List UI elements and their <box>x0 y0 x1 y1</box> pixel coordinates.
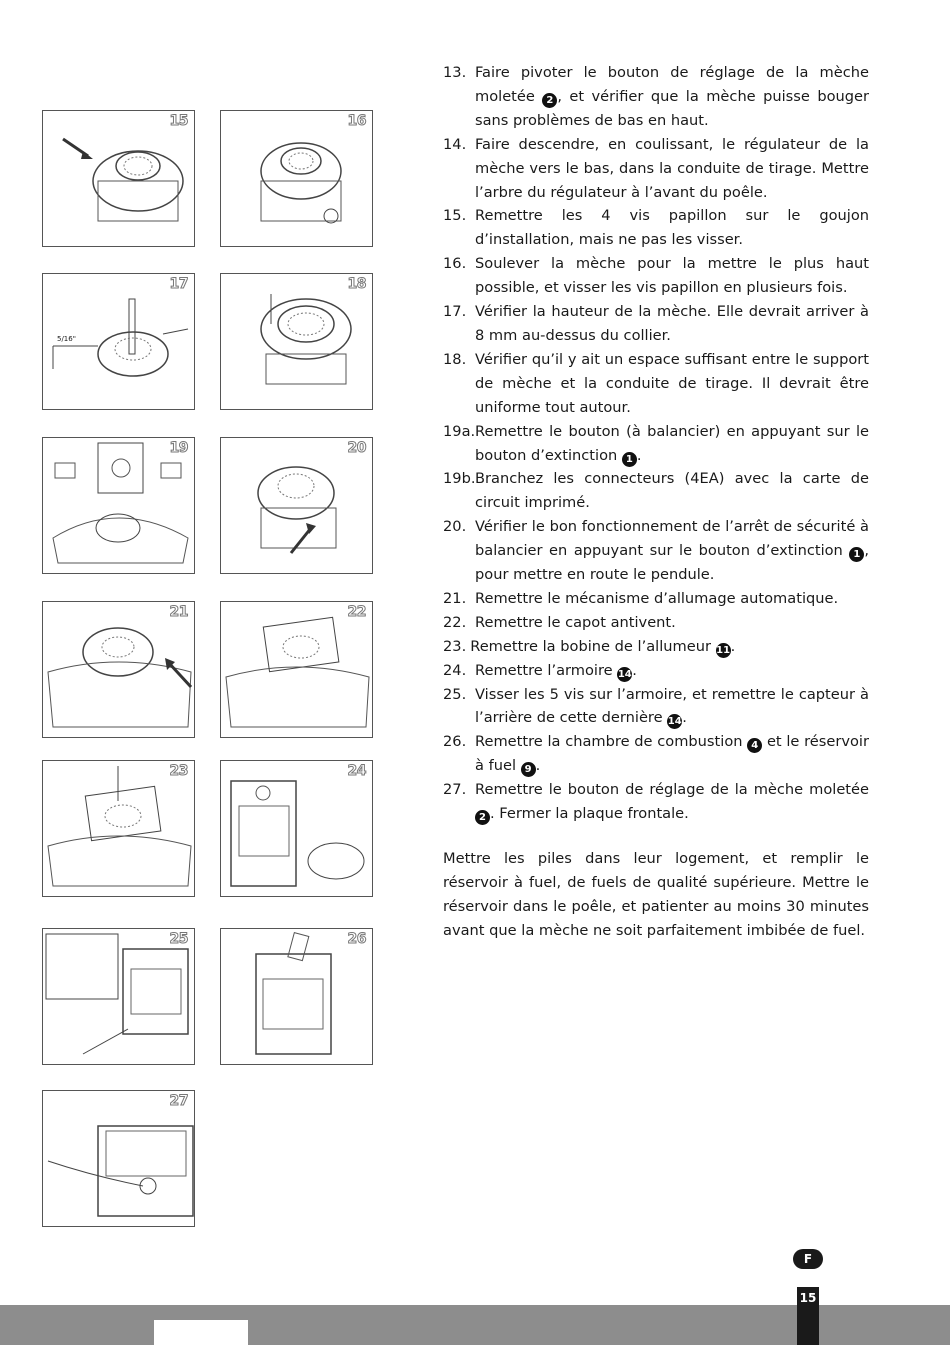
step-item <box>443 300 869 348</box>
figure-number: 17 <box>169 276 188 292</box>
step-number: 21. <box>443 589 467 607</box>
step-text <box>475 252 869 300</box>
heater-cabinet-illustration <box>221 761 373 897</box>
cabinet-screws-illustration <box>43 929 195 1065</box>
step-number: 22. <box>443 613 467 631</box>
instruction-steps <box>443 61 869 826</box>
step-text-segment: Remettre le mécanisme d’allumage automatique. <box>475 589 839 607</box>
figure-number: 18 <box>347 276 366 292</box>
step-text-segment: Vérifier la hauteur de la mèche. Elle devrait arriver à 8 mm au-dessus du collier. <box>475 303 869 344</box>
figure-19 <box>42 437 195 574</box>
figure-20 <box>220 437 373 574</box>
measurement-label: 5/16" <box>57 335 76 343</box>
step-text-segment: , et vérifier que la mèche puisse bouger sans problèmes de bas en haut. <box>475 87 869 129</box>
step-text-segment: Remettre les 4 vis papillon sur le goujon d’installation, mais ne pas les visser. <box>475 207 869 249</box>
wick-knob-illustration <box>43 1091 195 1227</box>
step-text-segment: Remettre l’armoire <box>475 661 618 679</box>
part-number-badge: 14 <box>617 668 632 680</box>
step-text <box>475 611 869 635</box>
figure-16 <box>220 110 373 247</box>
part-number-badge: 1 <box>849 547 864 562</box>
figure-18 <box>220 273 373 410</box>
step-text-segment: . Fermer la plaque frontale. <box>490 805 689 823</box>
figure-number: 26 <box>347 931 366 947</box>
step-text <box>475 778 869 826</box>
step-number: 17. <box>443 303 467 321</box>
figure-27 <box>42 1090 195 1227</box>
part-number-badge: 2 <box>475 810 490 825</box>
step-item <box>443 420 869 468</box>
step-text-segment: Remettre la bobine de l’allumeur <box>470 637 716 655</box>
figure-25 <box>42 928 195 1065</box>
step-text-segment: Branchez les connecteurs (4EA) avec la carte de circuit imprimé. <box>475 470 869 512</box>
step-text <box>475 61 869 133</box>
step-text-segment: Remettre le bouton (à balancier) en appuyant sur le bouton d’extinction <box>475 422 869 464</box>
step-item <box>443 204 869 252</box>
step-number: 13. <box>443 64 467 81</box>
part-number-badge: 14 <box>667 716 682 728</box>
step-text-segment: . <box>636 446 642 464</box>
figure-number: 23 <box>169 763 188 779</box>
step-text-segment: . <box>682 709 687 727</box>
step-text-segment: . <box>632 661 637 679</box>
figure-22 <box>220 601 373 738</box>
page-number: 15 <box>797 1287 819 1345</box>
step-item <box>443 659 869 683</box>
language-badge: F <box>793 1249 823 1269</box>
heater-burner-illustration <box>221 111 373 247</box>
step-text <box>475 467 869 515</box>
step-item <box>443 515 869 587</box>
footer-white-block <box>154 1320 248 1345</box>
step-item <box>443 587 869 611</box>
figure-number: 16 <box>347 113 366 129</box>
figure-23 <box>42 760 195 897</box>
step-item <box>443 467 869 515</box>
step-text-segment: Vérifier qu’il y ait un espace suffisant entre le support de mèche et la conduite de tirage. Il devrait être uniforme tout autour. <box>475 350 869 416</box>
step-text <box>475 515 869 587</box>
figure-number: 19 <box>169 440 188 456</box>
step-number: 19a. <box>443 422 476 440</box>
step-text-segment: Faire descendre, en coulissant, le régulateur de la mèche vers le bas, dans la conduite de tirage. Mettre l’arbre du régulateur à l’avant du poêle. <box>475 135 869 201</box>
figure-21 <box>42 601 195 738</box>
heater-burner-illustration <box>43 111 195 247</box>
step-item <box>443 778 869 826</box>
step-number: 25. <box>443 685 467 703</box>
step-number: 26. <box>443 733 467 751</box>
step-number: 15. <box>443 207 467 225</box>
step-text <box>475 659 869 683</box>
step-number: 24. <box>443 661 467 679</box>
figure-17 <box>42 273 195 410</box>
step-item <box>443 635 869 659</box>
step-text-segment: Remettre le bouton de réglage de la mèche moletée <box>475 781 869 799</box>
step-text <box>475 683 869 731</box>
step-number: 27. <box>443 781 467 799</box>
step-text-segment: . <box>730 637 736 655</box>
figure-number: 24 <box>347 763 366 779</box>
figure-26 <box>220 928 373 1065</box>
step-number: 19b. <box>443 470 476 488</box>
step-number: 23. <box>443 637 467 655</box>
igniter-coil-illustration <box>43 761 195 897</box>
figure-24 <box>220 760 373 897</box>
step-item <box>443 348 869 420</box>
step-text <box>475 133 869 205</box>
closing-paragraph: Mettre les piles dans leur logement, et remplir le réservoir à fuel, de fuels de qualité supérieure. Mettre le réservoir dans le poêle, et patienter au moins 30 minutes avant que la mèche ne soit parfaitement imbibée de fuel. <box>443 850 869 939</box>
figure-number: 25 <box>169 931 188 947</box>
figure-15 <box>42 110 195 247</box>
part-number-badge: 2 <box>542 93 557 108</box>
figure-number: 20 <box>347 440 366 456</box>
step-item <box>443 730 869 778</box>
step-item <box>443 133 869 205</box>
ignition-mechanism-illustration <box>43 602 195 738</box>
safety-switch-illustration <box>221 438 373 574</box>
figure-number: 22 <box>347 604 366 620</box>
circuit-board-illustration <box>43 438 195 574</box>
step-text-segment: et le réservoir à fuel <box>475 733 869 775</box>
step-text-segment: Vérifier le bon fonctionnement de l’arrêt de sécurité à balancier en appuyant sur le bouton d’extinction <box>475 518 869 560</box>
step-item <box>443 61 869 133</box>
step-text <box>470 635 869 659</box>
step-number: 16. <box>443 255 467 273</box>
step-text-segment: , pour mettre en route le pendule. <box>475 542 869 584</box>
step-text <box>475 348 869 420</box>
step-text <box>475 730 869 778</box>
part-number-badge: 11 <box>716 644 731 656</box>
step-text <box>475 420 869 468</box>
step-text-segment: Soulever la mèche pour la mettre le plus haut possible, et visser les vis papillon en plusieurs fois. <box>475 255 869 297</box>
step-text-segment: Remettre la chambre de combustion <box>475 733 748 751</box>
fuel-tank-illustration <box>221 929 373 1065</box>
step-text <box>475 587 869 611</box>
part-number-badge: 4 <box>747 738 762 753</box>
figure-number: 21 <box>169 604 188 620</box>
step-number: 20. <box>443 518 467 536</box>
step-text-segment: . <box>535 757 541 775</box>
step-text-segment: Faire pivoter le bouton de réglage de la mèche moletée <box>475 64 869 105</box>
figure-number: 15 <box>169 113 188 129</box>
part-number-badge: 1 <box>622 452 637 467</box>
step-item <box>443 611 869 635</box>
step-text <box>475 204 869 252</box>
step-text-segment: Visser les 5 vis sur l’armoire, et remettre le capteur à l’arrière de cette dernière <box>475 685 869 727</box>
part-number-badge: 9 <box>521 762 536 777</box>
step-number: 14. <box>443 135 467 153</box>
wind-cover-illustration <box>221 602 373 738</box>
step-number: 18. <box>443 350 467 368</box>
figure-number: 27 <box>169 1093 188 1109</box>
step-item <box>443 252 869 300</box>
wick-holder-illustration <box>221 274 373 410</box>
step-text <box>475 300 869 348</box>
step-text-segment: Remettre le capot antivent. <box>475 613 676 631</box>
step-item <box>443 683 869 731</box>
